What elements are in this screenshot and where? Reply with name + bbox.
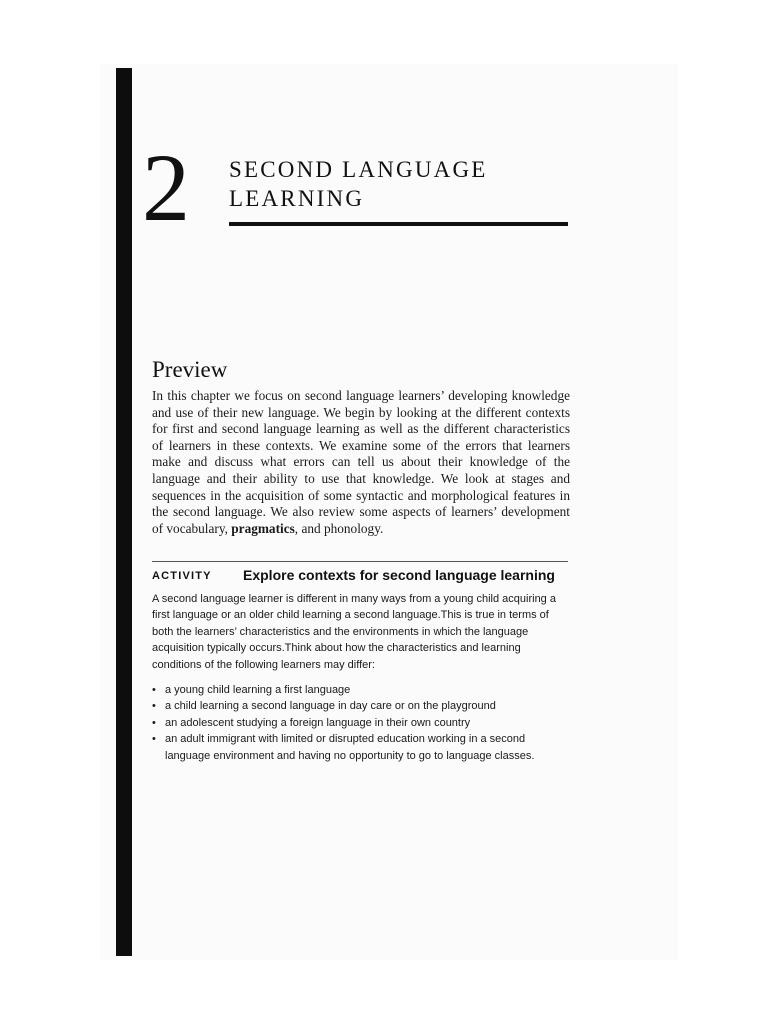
- chapter-title-line-1: SECOND LANGUAGE: [229, 157, 488, 182]
- chapter-title-rule: [229, 222, 568, 226]
- list-item-text: an adolescent studying a foreign language in their own country: [165, 716, 471, 729]
- page-edge-bar: [116, 68, 132, 956]
- list-item-text: an adult immigrant with limited or disrupted education working in a second language environment and having no opportunity to go to language classes.: [165, 733, 535, 762]
- activity-label: ACTIVITY: [152, 570, 212, 582]
- bullet-icon: •: [152, 700, 156, 713]
- list-item: [152, 731, 572, 764]
- activity-title: Explore contexts for second language learning: [243, 567, 555, 583]
- chapter-title-line-2: LEARNING: [229, 186, 365, 211]
- chapter-title: [229, 155, 488, 213]
- preview-text: In this chapter we focus on second language learners’ developing knowledge and use of their new language. We begin by looking at the different contexts for first and second language learning as well as the different characteristics of learners in these contexts. We examine some of the errors that learners make and discuss what errors can tell us about their knowledge of the language and their ability to use that knowledge. We look at stages and sequences in the acquisition of some syntactic and morphological features in the second language. We also review some aspects of learners’ development of vocabulary,: [152, 388, 570, 536]
- preview-bold-term: pragmatics: [231, 520, 295, 536]
- activity-divider: [152, 561, 568, 562]
- bullet-icon: •: [152, 684, 156, 696]
- list-item-text: a young child learning a first language: [165, 684, 351, 696]
- bullet-icon: •: [152, 716, 156, 729]
- preview-text-end: , and phonology.: [294, 520, 384, 536]
- list-item-text: a child learning a second language in day care or on the playground: [165, 700, 496, 713]
- bullet-icon: •: [152, 733, 156, 746]
- preview-paragraph: [152, 388, 570, 537]
- list-item: [152, 682, 572, 698]
- activity-bullet-list: [152, 682, 572, 764]
- list-item: [152, 715, 572, 731]
- preview-heading: Preview: [152, 357, 228, 382]
- activity-paragraph: A second language learner is different in many ways from a young child acquiring a first language or an older child learning a second language.This is true in terms of both the learners’ characteristics and the environments in which the language acquisition typically occurs.Think about how the characteristics and learning conditions of the following learners may differ:: [152, 593, 556, 671]
- chapter-number: 2: [142, 134, 190, 241]
- list-item: [152, 698, 572, 714]
